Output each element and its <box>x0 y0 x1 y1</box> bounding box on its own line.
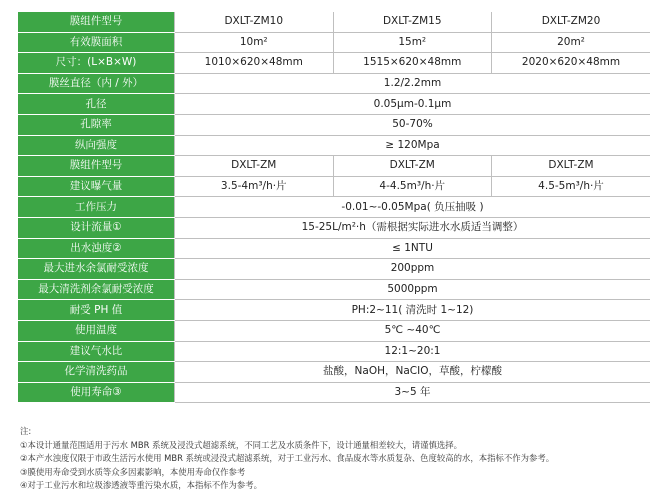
row-label: 膜组件型号 <box>18 12 175 32</box>
row-value: 4.5-5m³/h·片 <box>492 176 651 197</box>
spec-row <box>18 114 650 135</box>
row-value: -0.01~-0.05Mpa( 负压抽吸 ) <box>175 197 651 218</box>
spec-row <box>18 53 650 74</box>
row-value: 4-4.5m³/h·片 <box>333 176 492 197</box>
spec-row <box>18 32 650 53</box>
row-value: 12:1~20:1 <box>175 341 651 362</box>
row-value: 3~5 年 <box>175 382 651 403</box>
row-label: 耐受 PH 值 <box>18 300 175 321</box>
note-item: ②本产水浊度仅限于市政生活污水使用 MBR 系统或浸没式超滤系统，对于工业污水、食品废水等水质复杂、色度较高的水，本指标不作为参考。 <box>20 453 555 464</box>
row-value: 200ppm <box>175 259 651 280</box>
row-label: 膜组件型号 <box>18 156 175 177</box>
spec-row <box>18 73 650 94</box>
spec-row <box>18 135 650 156</box>
note-item: ④对于工业污水和垃圾渗透液等重污染水质，本指标不作为参考。 <box>20 480 263 491</box>
row-value: DXLT-ZM <box>492 156 651 177</box>
row-value: 1010×620×48mm <box>175 53 334 74</box>
row-value: DXLT-ZM20 <box>492 12 651 32</box>
spec-row <box>18 279 650 300</box>
row-label: 建议曝气量 <box>18 176 175 197</box>
notes-section <box>20 425 650 493</box>
note-item: ③膜使用寿命受到水质等众多因素影响，本使用寿命仅作参考 <box>20 466 246 477</box>
row-label: 最大进水余氯耐受浓度 <box>18 259 175 280</box>
spec-row <box>18 156 650 177</box>
note-item: ①本设计通量范围适用于污水 MBR 系统及浸没式超滤系统，不同工艺及水质条件下，设计通量相差较大，请谨慎选择。 <box>20 439 462 450</box>
row-value: DXLT-ZM10 <box>175 12 334 32</box>
row-value: ≤ 1NTU <box>175 238 651 259</box>
spec-row <box>18 300 650 321</box>
row-value: 1515×620×48mm <box>333 53 492 74</box>
spec-row <box>18 362 650 383</box>
row-value: 0.05μm-0.1μm <box>175 94 651 115</box>
row-value: ≥ 120Mpa <box>175 135 651 156</box>
row-value: 20m² <box>492 32 651 53</box>
row-label: 化学清洗药品 <box>18 362 175 383</box>
spec-table <box>18 12 650 403</box>
spec-row <box>18 94 650 115</box>
row-label: 膜丝直径（内 / 外） <box>18 73 175 94</box>
row-label: 使用寿命③ <box>18 382 175 403</box>
spec-row <box>18 320 650 341</box>
row-value: 5℃ ~40℃ <box>175 320 651 341</box>
row-value: DXLT-ZM <box>333 156 492 177</box>
row-value: 2020×620×48mm <box>492 53 651 74</box>
spec-row <box>18 217 650 238</box>
row-label: 有效膜面积 <box>18 32 175 53</box>
row-value: 3.5-4m³/h·片 <box>175 176 334 197</box>
row-label: 建议气水比 <box>18 341 175 362</box>
row-value: PH:2~11( 清洗时 1~12) <box>175 300 651 321</box>
row-label: 孔隙率 <box>18 114 175 135</box>
row-value: 15m² <box>333 32 492 53</box>
spec-row <box>18 259 650 280</box>
spec-row <box>18 238 650 259</box>
spec-row <box>18 12 650 32</box>
row-label: 尺寸：(L×B×W) <box>18 53 175 74</box>
row-label: 最大清洗剂余氯耐受浓度 <box>18 279 175 300</box>
row-label: 孔径 <box>18 94 175 115</box>
row-value: DXLT-ZM15 <box>333 12 492 32</box>
row-value: 1.2/2.2mm <box>175 73 651 94</box>
row-label: 工作压力 <box>18 197 175 218</box>
row-label: 设计流量① <box>18 217 175 238</box>
row-label: 使用温度 <box>18 320 175 341</box>
row-value: 50-70% <box>175 114 651 135</box>
row-value: 10m² <box>175 32 334 53</box>
row-value: 15-25L/m²·h（需根据实际进水水质适当调整） <box>175 217 651 238</box>
notes-heading: 注: <box>20 426 32 436</box>
spec-row <box>18 382 650 403</box>
spec-row <box>18 197 650 218</box>
row-value: 5000ppm <box>175 279 651 300</box>
spec-row <box>18 176 650 197</box>
row-value: 盐酸，NaOH，NaCIO，草酸，柠檬酸 <box>175 362 651 383</box>
row-value: DXLT-ZM <box>175 156 334 177</box>
row-label: 出水浊度② <box>18 238 175 259</box>
row-label: 纵向强度 <box>18 135 175 156</box>
spec-row <box>18 341 650 362</box>
